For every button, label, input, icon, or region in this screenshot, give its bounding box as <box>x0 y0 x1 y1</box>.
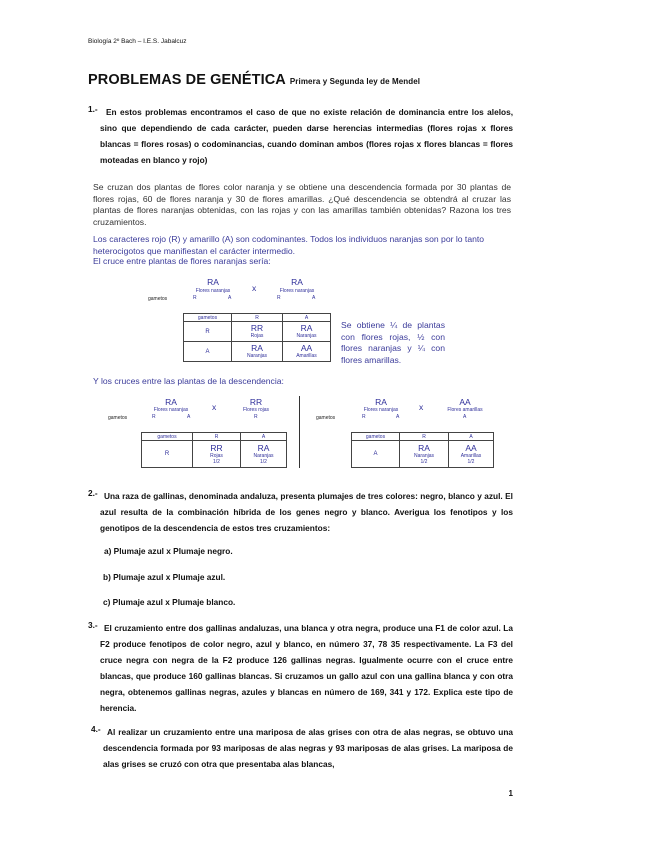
right-cell-ra-ratio: 1/2 <box>420 458 428 465</box>
problem-3-number: 3.- <box>88 620 98 630</box>
punnett-square-left <box>141 432 287 468</box>
left-cell-rr-genotype: RR <box>210 442 223 453</box>
right-gamete-a-2: A <box>463 414 467 420</box>
problem-4-number: 4.- <box>91 724 101 734</box>
right-cell-aa-genotype: AA <box>465 442 477 453</box>
right-punnett-col-a: A <box>449 433 494 441</box>
cross-divider <box>299 396 300 468</box>
problem-2-number: 2.- <box>88 488 98 498</box>
right-parent-aa: AA <box>459 397 471 407</box>
right-gamete-a: A <box>396 414 400 420</box>
right-parent-aa-label: Flores amarillas <box>447 407 483 413</box>
gametos-label: gametos <box>148 296 168 302</box>
parent-ra: RA <box>207 277 219 287</box>
cell-aa-phenotype: Amarillas <box>296 353 317 359</box>
punnett-cell-ra-2 <box>232 342 283 362</box>
punnett-gametos: gametos <box>184 314 232 322</box>
punnett-col-a: A <box>283 314 331 322</box>
punnett-cell-ra <box>283 322 331 342</box>
left-gamete-r: R <box>152 414 156 420</box>
right-punnett-row-a: A <box>352 441 400 468</box>
left-cell-ra-ratio: 1/2 <box>260 458 267 465</box>
parent-ra-2-label: Flores naranjas <box>279 288 315 294</box>
example-answer-cross: El cruce entre plantas de flores naranjas sería: <box>93 256 271 266</box>
cell-ra2-genotype: RA <box>251 343 263 353</box>
left-punnett-col-a: A <box>241 433 287 441</box>
right-punnett-col-r: R <box>400 433 449 441</box>
cell-ra-phenotype: Naranjas <box>296 333 317 339</box>
punnett-cell-rr <box>232 322 283 342</box>
right-cell-aa-ratio: 1/2 <box>467 458 475 465</box>
page-number: 1 <box>508 789 513 798</box>
left-punnett-col-r: R <box>193 433 241 441</box>
page-header: Biología 2º Bach – I.E.S. Jabalcuz <box>88 38 187 45</box>
left-cell-rr-phenotype: Rojas <box>210 452 223 459</box>
gamete-r: R <box>193 295 197 301</box>
right-parent-ra-label: Flores naranjas <box>363 407 399 413</box>
left-parent-ra: RA <box>165 397 177 407</box>
problem-4-text: Al realizar un cruzamiento entre una mariposa de alas grises con otra de alas negras, se obtuvo una descendencia formada por 93 mariposas de alas negras y 93 mariposas de alas grises. La mariposa de alas grises se cruzó con otra que presentaba alas blancas, <box>103 727 513 769</box>
right-cell-aa-phenotype: Amarillas <box>460 452 482 459</box>
left-cell-rr-ratio: 1/2 <box>213 458 220 465</box>
cell-aa-genotype: AA <box>300 343 313 353</box>
problem-2-option-a: a) Plumaje azul x Plumaje negro. <box>104 546 233 556</box>
right-cell-aa <box>449 441 494 468</box>
example-answer: Los caracteres rojo (R) y amarillo (A) son codominantes. Todos los individuos naranjas son por lo tanto heterocigotos que manifiestan el carácter intermedio. <box>93 234 485 256</box>
cell-ra2-phenotype: Naranjas <box>246 353 267 359</box>
left-cell-rr <box>193 441 241 468</box>
left-punnett-row-r: R <box>142 441 193 468</box>
right-parent-ra: RA <box>375 397 387 407</box>
punnett-row-r: R <box>184 322 232 342</box>
left-gamete-a: A <box>187 414 191 420</box>
left-parent-rr: RR <box>249 397 263 407</box>
right-cell-ra <box>400 441 449 468</box>
parent-ra-label: Flores naranjas <box>195 288 231 294</box>
cross-result: Se obtiene ¼ de plantas con flores rojas, ½ con flores naranjas y ¼ con flores amarillas. <box>341 320 445 365</box>
punnett-square-1 <box>183 313 331 362</box>
problem-3-text: El cruzamiento entre dos gallinas andaluzas, una blanca y otra negra, produce una F1 de color azul. La F2 produce fenotipos de color negro, azul y blanco, en número 37, 78 35 respectivamente. La F3 del cruce negra con negra de la F2 produce 126 gallinas negras. Igualmente ocurre con el cruce entre blancas, que produce 160 gallinas blancas. Si cruzamos un gallo azul con una gallina blanca y con otra negra, obtenemos gallinas negras, azules y blancas en número de 169, 341 y 172. Explica este tipo de herencia. <box>100 623 513 713</box>
cell-ra-genotype: RA <box>300 323 313 333</box>
left-cell-ra-genotype: RA <box>257 442 270 453</box>
parent-ra-2: RA <box>291 277 303 287</box>
left-parent-ra-label: Flores naranjas <box>153 407 189 413</box>
left-cross-symbol: x <box>212 402 217 412</box>
example-question: Se cruzan dos plantas de flores color naranja y se obtiene una descendencia formada por 30 plantas de flores rojas, 60 de flores naranja y 30 de flores amarillas. ¿Qué descendencia se obtendrá al cruzar las plantas de flores naranjas obtenidas, con las rojas y con las amarillas también obtenidas? Razona los tres cruzamientos. <box>93 182 511 227</box>
title-main: PROBLEMAS DE GENÉTICA <box>88 72 286 88</box>
punnett-col-r: R <box>232 314 283 322</box>
right-punnett-gametos: gametos <box>352 433 400 441</box>
problem-1-text: En estos problemas encontramos el caso de que no existe relación de dominancia entre los alelos, sino que dependiendo de cada carácter, pueden darse herencias intermedias (flores rojas x flores blancas = flores rosas) o codominancias, cuando dominan ambos (flores rojas x flores blancas = flores moteadas en blanco y rojo) <box>100 107 513 165</box>
punnett-row-a: A <box>184 342 232 362</box>
problem-2-option-b: b) Plumaje azul x Plumaje azul. <box>103 572 226 582</box>
gamete-a-2: A <box>312 295 316 301</box>
left-cell-ra <box>241 441 287 468</box>
gamete-a: A <box>228 295 232 301</box>
left-cell-ra-phenotype: Naranjas <box>253 452 274 459</box>
left-gamete-r-2: R <box>254 414 258 420</box>
left-parent-rr-label: Flores rojas <box>242 407 270 413</box>
cross-symbol: x <box>252 283 257 293</box>
right-cell-ra-genotype: RA <box>418 442 430 453</box>
punnett-cell-aa <box>283 342 331 362</box>
problem-1-number: 1.- <box>88 104 98 114</box>
page-title <box>88 72 420 88</box>
problem-2-text: Una raza de gallinas, denominada andaluza, presenta plumajes de tres colores: negro, blanco y azul. El azul resulta de la combinación híbrida de los genes negro y blanco. Averigua los fenotipos y los genotipos de la descendencia de estos tres cruzamientos: <box>100 491 513 533</box>
right-gamete-r: R <box>362 414 366 420</box>
right-cross-symbol: x <box>419 402 424 412</box>
gamete-r-2: R <box>277 295 281 301</box>
right-gametos-label: gametos <box>316 415 336 421</box>
cell-rr-phenotype: Rojas <box>250 333 264 339</box>
left-punnett-gametos: gametos <box>142 433 193 441</box>
descendants-intro: Y los cruces entre las plantas de la descendencia: <box>93 376 284 386</box>
problem-2-option-c: c) Plumaje azul x Plumaje blanco. <box>103 597 236 607</box>
left-gametos-label: gametos <box>108 415 128 421</box>
title-subtitle: Primera y Segunda ley de Mendel <box>289 77 421 86</box>
punnett-square-right <box>351 432 494 468</box>
cell-rr-genotype: RR <box>250 323 264 333</box>
right-cell-ra-phenotype: Naranjas <box>413 452 434 459</box>
